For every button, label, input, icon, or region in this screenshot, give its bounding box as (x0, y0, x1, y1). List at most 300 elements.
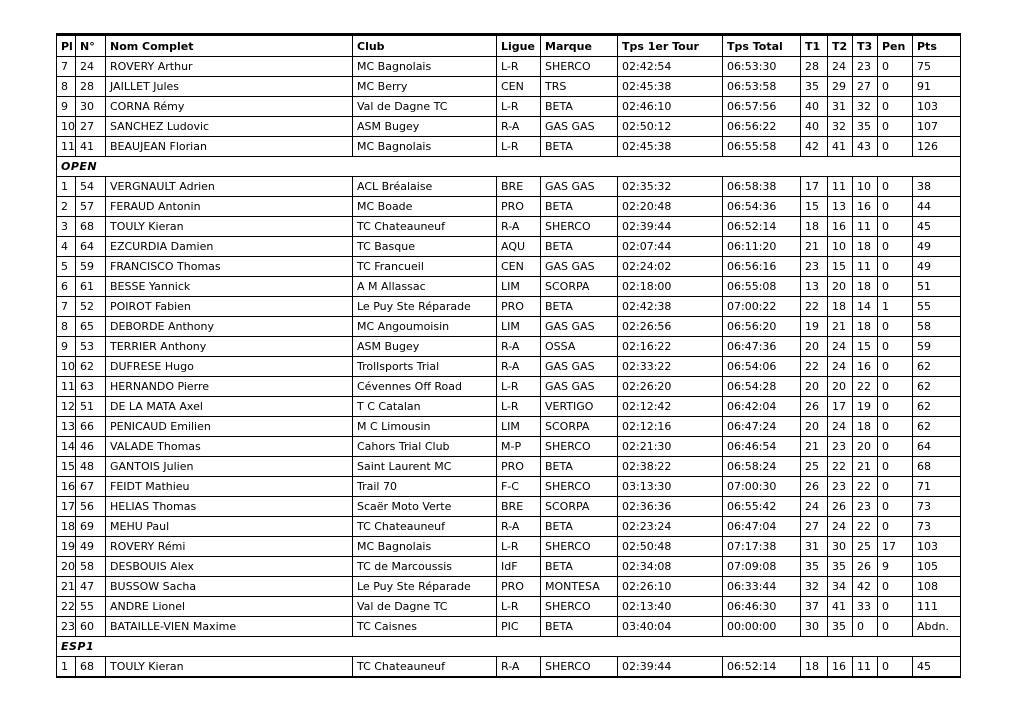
cell-ligue: L-R (497, 537, 541, 557)
cell-ligue: IdF (497, 557, 541, 577)
cell-t2: 15 (828, 257, 853, 277)
cell-t3: 20 (853, 437, 878, 457)
cell-num: 48 (76, 457, 106, 477)
cell-tps-total: 06:57:56 (723, 97, 801, 117)
cell-nom-complet: SANCHEZ Ludovic (106, 117, 353, 137)
cell-pl: 9 (57, 97, 76, 117)
cell-nom-complet: MEHU Paul (106, 517, 353, 537)
cell-nom-complet: POIROT Fabien (106, 297, 353, 317)
cell-marque: SHERCO (541, 597, 618, 617)
cell-club: Le Puy Ste Réparade (353, 297, 497, 317)
cell-marque: GAS GAS (541, 317, 618, 337)
cell-tps-total: 06:52:14 (723, 657, 801, 678)
column-header-pen: Pen (878, 35, 913, 57)
cell-marque: BETA (541, 517, 618, 537)
cell-pl: 1 (57, 177, 76, 197)
cell-tps-total: 06:46:54 (723, 437, 801, 457)
cell-ligue: LIM (497, 317, 541, 337)
cell-t1: 15 (801, 197, 828, 217)
cell-pen: 0 (878, 117, 913, 137)
cell-pts: 62 (913, 357, 961, 377)
cell-pen: 0 (878, 57, 913, 77)
cell-t2: 31 (828, 97, 853, 117)
cell-pen: 0 (878, 497, 913, 517)
cell-t2: 29 (828, 77, 853, 97)
cell-club: ASM Bugey (353, 337, 497, 357)
cell-tps-1er-tour: 02:26:56 (618, 317, 723, 337)
cell-nom-complet: BATAILLE-VIEN Maxime (106, 617, 353, 637)
cell-t1: 37 (801, 597, 828, 617)
table-row (57, 317, 961, 337)
cell-pen: 0 (878, 617, 913, 637)
cell-num: 54 (76, 177, 106, 197)
cell-club: A M Allassac (353, 277, 497, 297)
table-row (57, 577, 961, 597)
cell-pts: 45 (913, 657, 961, 678)
cell-marque: GAS GAS (541, 177, 618, 197)
cell-pen: 1 (878, 297, 913, 317)
cell-pl: 9 (57, 337, 76, 357)
cell-tps-total: 06:55:58 (723, 137, 801, 157)
cell-marque: BETA (541, 237, 618, 257)
cell-t3: 42 (853, 577, 878, 597)
column-header-tps-1er-tour: Tps 1er Tour (618, 35, 723, 57)
cell-club: TC Chateauneuf (353, 657, 497, 678)
cell-ligue: L-R (497, 597, 541, 617)
cell-club: TC Chateauneuf (353, 517, 497, 537)
cell-nom-complet: EZCURDIA Damien (106, 237, 353, 257)
cell-nom-complet: ANDRE Lionel (106, 597, 353, 617)
cell-t1: 13 (801, 277, 828, 297)
cell-nom-complet: DE LA MATA Axel (106, 397, 353, 417)
cell-tps-1er-tour: 02:50:12 (618, 117, 723, 137)
cell-pl: 8 (57, 77, 76, 97)
cell-marque: GAS GAS (541, 377, 618, 397)
cell-t3: 18 (853, 237, 878, 257)
cell-t2: 16 (828, 217, 853, 237)
cell-tps-1er-tour: 02:07:44 (618, 237, 723, 257)
cell-t1: 23 (801, 257, 828, 277)
cell-marque: GAS GAS (541, 117, 618, 137)
cell-pen: 0 (878, 337, 913, 357)
cell-club: MC Berry (353, 77, 497, 97)
cell-t1: 17 (801, 177, 828, 197)
table-row (57, 477, 961, 497)
cell-tps-total: 06:55:08 (723, 277, 801, 297)
cell-nom-complet: PENICAUD Emilien (106, 417, 353, 437)
cell-tps-1er-tour: 02:24:02 (618, 257, 723, 277)
cell-pl: 12 (57, 397, 76, 417)
table-row (57, 97, 961, 117)
cell-num: 55 (76, 597, 106, 617)
cell-ligue: LIM (497, 277, 541, 297)
cell-pl: 4 (57, 237, 76, 257)
cell-t2: 13 (828, 197, 853, 217)
cell-t1: 27 (801, 517, 828, 537)
cell-ligue: R-A (497, 517, 541, 537)
cell-t1: 26 (801, 477, 828, 497)
cell-club: MC Bagnolais (353, 137, 497, 157)
cell-marque: SHERCO (541, 537, 618, 557)
cell-pts: 73 (913, 517, 961, 537)
cell-num: 53 (76, 337, 106, 357)
cell-num: 66 (76, 417, 106, 437)
cell-pl: 13 (57, 417, 76, 437)
cell-ligue: PRO (497, 457, 541, 477)
column-header-tps-total: Tps Total (723, 35, 801, 57)
cell-pen: 17 (878, 537, 913, 557)
cell-num: 27 (76, 117, 106, 137)
cell-nom-complet: FERAUD Antonin (106, 197, 353, 217)
cell-nom-complet: TERRIER Anthony (106, 337, 353, 357)
cell-pen: 0 (878, 437, 913, 457)
table-row (57, 417, 961, 437)
cell-t3: 16 (853, 357, 878, 377)
cell-pen: 0 (878, 417, 913, 437)
cell-marque: GAS GAS (541, 357, 618, 377)
table-row (57, 277, 961, 297)
column-header-club: Club (353, 35, 497, 57)
cell-tps-total: 06:46:30 (723, 597, 801, 617)
cell-tps-1er-tour: 02:46:10 (618, 97, 723, 117)
cell-t2: 20 (828, 377, 853, 397)
cell-num: 64 (76, 237, 106, 257)
cell-tps-1er-tour: 02:21:30 (618, 437, 723, 457)
cell-club: Trail 70 (353, 477, 497, 497)
cell-num: 68 (76, 657, 106, 678)
cell-tps-total: 06:54:36 (723, 197, 801, 217)
cell-pts: 45 (913, 217, 961, 237)
cell-tps-total: 06:53:30 (723, 57, 801, 77)
cell-num: 51 (76, 397, 106, 417)
cell-tps-1er-tour: 02:20:48 (618, 197, 723, 217)
table-row (57, 537, 961, 557)
cell-club: MC Boade (353, 197, 497, 217)
cell-t1: 24 (801, 497, 828, 517)
cell-nom-complet: HELIAS Thomas (106, 497, 353, 517)
table-row (57, 457, 961, 477)
cell-club: MC Bagnolais (353, 57, 497, 77)
cell-pts: 73 (913, 497, 961, 517)
cell-nom-complet: CORNA Rémy (106, 97, 353, 117)
cell-pts: 64 (913, 437, 961, 457)
table-row (57, 297, 961, 317)
cell-tps-1er-tour: 02:13:40 (618, 597, 723, 617)
cell-tps-1er-tour: 02:23:24 (618, 517, 723, 537)
cell-pts: 51 (913, 277, 961, 297)
cell-tps-total: 06:47:36 (723, 337, 801, 357)
table-row (57, 597, 961, 617)
cell-ligue: PIC (497, 617, 541, 637)
section-header-row (57, 157, 961, 177)
cell-ligue: R-A (497, 217, 541, 237)
cell-pl: 10 (57, 117, 76, 137)
cell-pen: 0 (878, 377, 913, 397)
cell-tps-1er-tour: 02:45:38 (618, 137, 723, 157)
cell-pl: 14 (57, 437, 76, 457)
cell-t1: 40 (801, 117, 828, 137)
cell-pen: 0 (878, 597, 913, 617)
cell-nom-complet: VERGNAULT Adrien (106, 177, 353, 197)
cell-tps-1er-tour: 02:38:22 (618, 457, 723, 477)
cell-marque: BETA (541, 457, 618, 477)
cell-marque: SHERCO (541, 57, 618, 77)
results-table-container (56, 33, 961, 678)
cell-t1: 31 (801, 537, 828, 557)
cell-tps-total: 06:55:42 (723, 497, 801, 517)
cell-tps-total: 06:47:24 (723, 417, 801, 437)
cell-nom-complet: FRANCISCO Thomas (106, 257, 353, 277)
cell-t3: 19 (853, 397, 878, 417)
cell-marque: OSSA (541, 337, 618, 357)
cell-club: Val de Dagne TC (353, 597, 497, 617)
cell-num: 56 (76, 497, 106, 517)
cell-pts: 103 (913, 537, 961, 557)
cell-ligue: L-R (497, 397, 541, 417)
cell-t2: 30 (828, 537, 853, 557)
cell-t3: 35 (853, 117, 878, 137)
table-row (57, 437, 961, 457)
cell-pts: 59 (913, 337, 961, 357)
cell-marque: BETA (541, 557, 618, 577)
cell-pl: 1 (57, 657, 76, 678)
table-row (57, 117, 961, 137)
cell-marque: BETA (541, 297, 618, 317)
cell-nom-complet: FEIDT Mathieu (106, 477, 353, 497)
cell-t3: 18 (853, 417, 878, 437)
cell-pen: 0 (878, 657, 913, 678)
cell-pen: 0 (878, 357, 913, 377)
cell-pts: 111 (913, 597, 961, 617)
cell-tps-1er-tour: 02:42:38 (618, 297, 723, 317)
cell-t2: 34 (828, 577, 853, 597)
cell-tps-total: 06:42:04 (723, 397, 801, 417)
cell-t2: 10 (828, 237, 853, 257)
results-table (56, 33, 961, 678)
cell-t2: 35 (828, 617, 853, 637)
cell-pen: 0 (878, 397, 913, 417)
cell-ligue: BRE (497, 497, 541, 517)
cell-pts: 38 (913, 177, 961, 197)
cell-nom-complet: DUFRESE Hugo (106, 357, 353, 377)
section-title: ESP1 (57, 637, 961, 657)
cell-ligue: CEN (497, 257, 541, 277)
cell-club: T C Catalan (353, 397, 497, 417)
cell-pen: 0 (878, 317, 913, 337)
cell-marque: BETA (541, 197, 618, 217)
table-row (57, 197, 961, 217)
cell-club: TC de Marcoussis (353, 557, 497, 577)
cell-marque: VERTIGO (541, 397, 618, 417)
cell-t2: 23 (828, 437, 853, 457)
cell-t1: 42 (801, 137, 828, 157)
cell-tps-total: 06:58:24 (723, 457, 801, 477)
cell-t3: 26 (853, 557, 878, 577)
cell-ligue: CEN (497, 77, 541, 97)
cell-ligue: R-A (497, 117, 541, 137)
cell-ligue: AQU (497, 237, 541, 257)
cell-club: M C Limousin (353, 417, 497, 437)
cell-tps-1er-tour: 02:12:42 (618, 397, 723, 417)
table-row (57, 77, 961, 97)
cell-pen: 0 (878, 577, 913, 597)
cell-tps-total: 07:00:22 (723, 297, 801, 317)
cell-ligue: LIM (497, 417, 541, 437)
cell-t1: 35 (801, 557, 828, 577)
cell-t3: 16 (853, 197, 878, 217)
cell-t1: 20 (801, 377, 828, 397)
cell-num: 67 (76, 477, 106, 497)
cell-t2: 24 (828, 337, 853, 357)
table-row (57, 497, 961, 517)
cell-t2: 41 (828, 597, 853, 617)
cell-marque: TRS (541, 77, 618, 97)
cell-ligue: L-R (497, 377, 541, 397)
cell-marque: SHERCO (541, 657, 618, 678)
cell-t3: 14 (853, 297, 878, 317)
header-row (57, 35, 961, 57)
cell-t3: 21 (853, 457, 878, 477)
column-header-t3: T3 (853, 35, 878, 57)
cell-pen: 0 (878, 257, 913, 277)
cell-t2: 11 (828, 177, 853, 197)
cell-num: 57 (76, 197, 106, 217)
column-header-marque: Marque (541, 35, 618, 57)
cell-ligue: L-R (497, 97, 541, 117)
cell-ligue: PRO (497, 577, 541, 597)
cell-tps-1er-tour: 03:40:04 (618, 617, 723, 637)
column-header-ligue: Ligue (497, 35, 541, 57)
cell-nom-complet: HERNANDO Pierre (106, 377, 353, 397)
table-row (57, 177, 961, 197)
cell-club: Saint Laurent MC (353, 457, 497, 477)
cell-t2: 18 (828, 297, 853, 317)
table-row (57, 617, 961, 637)
cell-ligue: PRO (497, 297, 541, 317)
cell-t1: 22 (801, 357, 828, 377)
cell-tps-total: 06:52:14 (723, 217, 801, 237)
cell-num: 28 (76, 77, 106, 97)
cell-nom-complet: DESBOUIS Alex (106, 557, 353, 577)
cell-num: 59 (76, 257, 106, 277)
cell-t1: 26 (801, 397, 828, 417)
cell-pl: 23 (57, 617, 76, 637)
cell-nom-complet: DEBORDE Anthony (106, 317, 353, 337)
cell-pts: 126 (913, 137, 961, 157)
cell-ligue: PRO (497, 197, 541, 217)
cell-pl: 17 (57, 497, 76, 517)
cell-pl: 7 (57, 297, 76, 317)
cell-num: 52 (76, 297, 106, 317)
cell-t2: 20 (828, 277, 853, 297)
cell-nom-complet: TOULY Kieran (106, 657, 353, 678)
cell-t2: 41 (828, 137, 853, 157)
table-row (57, 657, 961, 678)
cell-pts: 58 (913, 317, 961, 337)
cell-num: 24 (76, 57, 106, 77)
cell-t1: 19 (801, 317, 828, 337)
cell-t3: 23 (853, 497, 878, 517)
cell-t1: 18 (801, 657, 828, 678)
cell-num: 47 (76, 577, 106, 597)
cell-tps-1er-tour: 02:36:36 (618, 497, 723, 517)
cell-club: Le Puy Ste Réparade (353, 577, 497, 597)
cell-club: ASM Bugey (353, 117, 497, 137)
cell-t3: 22 (853, 377, 878, 397)
cell-t2: 16 (828, 657, 853, 678)
cell-num: 60 (76, 617, 106, 637)
table-row (57, 517, 961, 537)
cell-t2: 24 (828, 417, 853, 437)
cell-club: Cahors Trial Club (353, 437, 497, 457)
table-row (57, 337, 961, 357)
cell-t1: 22 (801, 297, 828, 317)
cell-t3: 11 (853, 257, 878, 277)
cell-pl: 20 (57, 557, 76, 577)
cell-nom-complet: BUSSOW Sacha (106, 577, 353, 597)
cell-tps-total: 07:17:38 (723, 537, 801, 557)
cell-tps-1er-tour: 02:26:20 (618, 377, 723, 397)
cell-tps-total: 06:53:58 (723, 77, 801, 97)
cell-marque: SCORPA (541, 277, 618, 297)
cell-nom-complet: ROVERY Rémi (106, 537, 353, 557)
cell-t2: 32 (828, 117, 853, 137)
cell-num: 58 (76, 557, 106, 577)
cell-t1: 25 (801, 457, 828, 477)
cell-tps-1er-tour: 02:34:08 (618, 557, 723, 577)
column-header-num: N° (76, 35, 106, 57)
cell-tps-total: 06:58:38 (723, 177, 801, 197)
cell-t1: 30 (801, 617, 828, 637)
table-row (57, 57, 961, 77)
cell-tps-1er-tour: 02:42:54 (618, 57, 723, 77)
column-header-nom-complet: Nom Complet (106, 35, 353, 57)
cell-pen: 0 (878, 197, 913, 217)
cell-tps-total: 07:09:08 (723, 557, 801, 577)
cell-tps-total: 06:56:20 (723, 317, 801, 337)
cell-t3: 18 (853, 317, 878, 337)
cell-tps-total: 06:56:22 (723, 117, 801, 137)
table-row (57, 397, 961, 417)
cell-pen: 9 (878, 557, 913, 577)
cell-tps-total: 06:54:28 (723, 377, 801, 397)
cell-nom-complet: JAILLET Jules (106, 77, 353, 97)
cell-num: 65 (76, 317, 106, 337)
table-row (57, 257, 961, 277)
section-header-row (57, 637, 961, 657)
cell-pen: 0 (878, 457, 913, 477)
cell-nom-complet: BESSE Yannick (106, 277, 353, 297)
cell-marque: BETA (541, 617, 618, 637)
cell-pl: 5 (57, 257, 76, 277)
cell-pl: 22 (57, 597, 76, 617)
cell-pl: 2 (57, 197, 76, 217)
cell-tps-total: 00:00:00 (723, 617, 801, 637)
cell-marque: SHERCO (541, 437, 618, 457)
cell-pen: 0 (878, 277, 913, 297)
column-header-t1: T1 (801, 35, 828, 57)
cell-pts: Abdn. (913, 617, 961, 637)
cell-pl: 7 (57, 57, 76, 77)
cell-tps-1er-tour: 02:35:32 (618, 177, 723, 197)
cell-nom-complet: GANTOIS Julien (106, 457, 353, 477)
cell-marque: SHERCO (541, 217, 618, 237)
cell-pts: 44 (913, 197, 961, 217)
section-title: OPEN (57, 157, 961, 177)
cell-marque: SHERCO (541, 477, 618, 497)
cell-t3: 43 (853, 137, 878, 157)
cell-ligue: L-R (497, 57, 541, 77)
